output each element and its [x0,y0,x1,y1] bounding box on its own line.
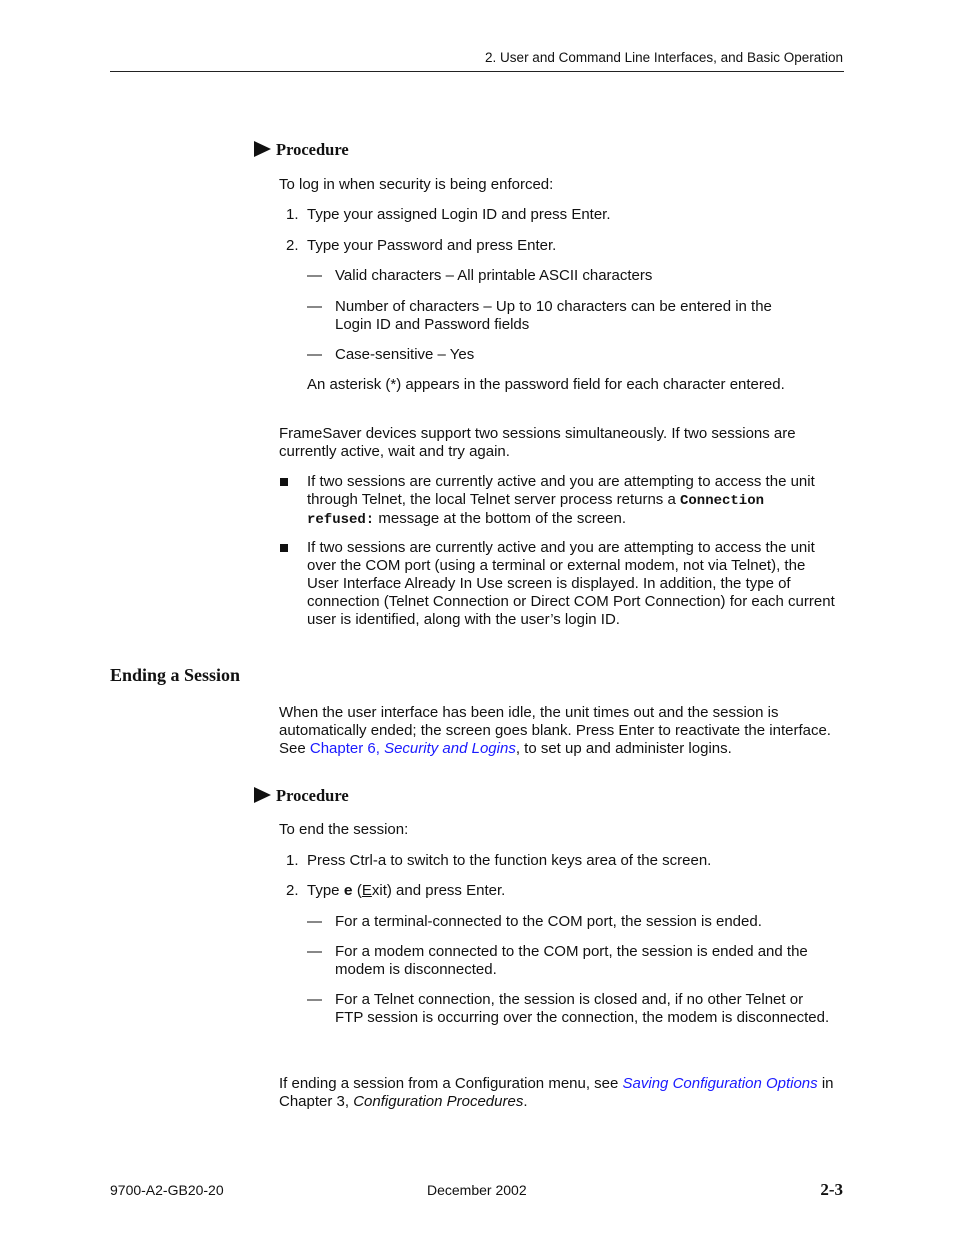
em-dash: — [307,913,322,930]
step-text: Type your Password and press Enter. [307,237,557,254]
running-header: 2. User and Command Line Interfaces, and Basic Operation [485,50,843,65]
page-number: 2-3 [820,1180,843,1199]
sub-item: Number of characters – Up to 10 characters can be entered in the Login ID and Password fields [335,298,772,333]
config-note [279,1075,849,1111]
em-dash: — [307,991,322,1008]
key-e: e [343,883,353,900]
bullet-telnet [307,473,837,529]
step-number: 1. [286,852,299,869]
paren-open: ( [352,882,362,899]
em-dash: — [307,298,322,315]
procedure-heading-end [254,786,349,806]
chapter-title: Configuration Procedures [353,1093,524,1110]
sub-item: For a modem connected to the COM port, the session is ended and the modem is disconnected. [335,943,808,978]
link-title: Security and Logins [384,740,516,757]
step-number: 2. [286,882,299,899]
chapter-6-link[interactable] [310,740,516,757]
step-number: 2. [286,237,299,254]
bullet-com-port: If two sessions are currently active and you are attempting to access the unit over the COM port (using a terminal or external modem, not via Telnet), the User Interface Already In Use screen is displayed. In addition, the type of connection (Telnet Connection or Direct COM Port Connection) for each current user is identified, along with the user’s login ID. [307,539,835,628]
bullet-square-icon [280,544,288,552]
code-connection-refused: Connection refused: [307,493,765,528]
procedure-arrow-icon [254,787,271,803]
bullet-text-before: If two sessions are currently active and you are attempting to access the unit through Telnet, the local Telnet server process returns a [307,473,815,508]
saving-config-options-link[interactable]: Saving Configuration Options [622,1075,818,1092]
step-number: 1. [286,206,299,223]
doc-number: 9700-A2-GB20-20 [110,1182,224,1198]
ending-paragraph [279,704,844,758]
sessions-intro: FrameSaver devices support two sessions simultaneously. If two sessions are currently active, wait and try again. [279,425,796,460]
ending-text-after: , to set up and administer logins. [515,740,732,757]
ending-text-before: When the user interface has been idle, the unit times out and the session is automatically ended; the screen goes blank. Press Enter to reactivate the interface. See [279,704,831,757]
em-dash: — [307,267,322,284]
step-prefix: Type [307,882,344,899]
sub-item: Valid characters – All printable ASCII characters [335,267,653,284]
procedure-label: Procedure [276,140,349,159]
em-dash: — [307,943,322,960]
sub-item: For a Telnet connection, the session is closed and, if no other Telnet or FTP session is occurring over the connection, the modem is disconnected. [335,991,830,1026]
asterisk-note: An asterisk (*) appears in the password field for each character entered. [307,376,785,393]
link-chapter: Chapter 6, [309,740,385,757]
bullet-text-after: message at the bottom of the screen. [374,510,627,527]
step-text: Press Ctrl-a to switch to the function keys area of the screen. [307,852,712,869]
bullet-square-icon [280,478,288,486]
end-intro: To end the session: [279,821,409,838]
procedure-heading-login [254,140,349,160]
section-title: Ending a Session [110,665,241,685]
em-dash: — [307,346,322,363]
config-before: If ending a session from a Configuration menu, see [279,1075,623,1092]
step-text [307,882,844,901]
header-rule [110,71,844,72]
underlined-letter: E [361,882,372,899]
procedure-arrow-icon [254,141,271,157]
config-middle: in Chapter 3, [279,1075,834,1110]
sub-item: For a terminal-connected to the COM port, the session is ended. [335,913,762,930]
step-rest: xit) and press Enter. [371,882,506,899]
sub-item: Case-sensitive – Yes [335,346,475,363]
step-text: Type your assigned Login ID and press Enter. [307,206,611,223]
login-intro: To log in when security is being enforced: [279,176,554,193]
procedure-label: Procedure [276,786,349,805]
doc-date: December 2002 [427,1182,527,1198]
config-end: . [523,1093,528,1110]
